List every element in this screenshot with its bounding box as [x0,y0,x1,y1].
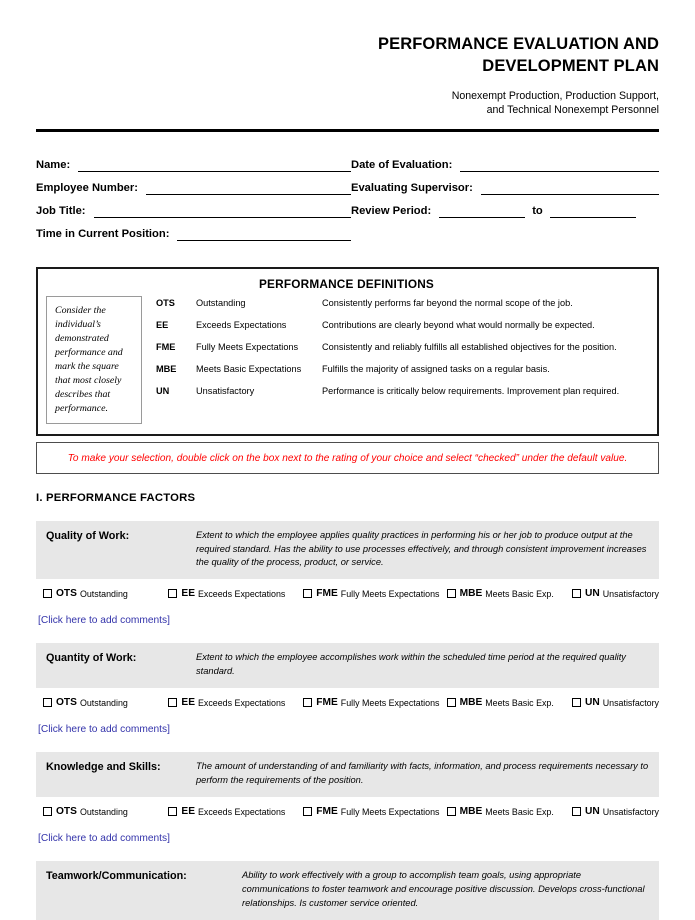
definition-code: MBE [156,363,177,374]
employee-number-label: Employee Number: [36,181,138,194]
name-label: Name: [36,158,71,171]
factor-quality-of-work [36,521,659,627]
add-comments-link[interactable]: [Click here to add comments] [38,833,170,845]
rating-option-ots[interactable] [43,806,168,817]
definition-name: Meets Basic Expectations [196,363,302,374]
selection-instruction-box [36,442,659,473]
rating-label: Outstanding [79,588,128,599]
rating-code: FME [316,806,338,818]
checkbox-icon[interactable] [168,589,177,598]
checkbox-icon[interactable] [43,807,52,816]
field-row-employee-number [36,172,351,195]
definition-code: EE [156,319,169,330]
review-period-from-input[interactable] [439,205,525,218]
performance-definitions-title: PERFORMANCE DEFINITIONS [258,276,434,291]
page-title-line-2: DEVELOPMENT PLAN [482,56,659,75]
rating-option-fme[interactable] [303,806,446,817]
factor-header [36,861,659,920]
field-row-time-in-position [36,218,351,241]
definition-name: Outstanding [196,297,246,308]
add-comments-link[interactable]: [Click here to add comments] [38,724,170,736]
employee-number-input[interactable] [146,182,351,195]
rating-option-un[interactable] [572,806,659,817]
definition-name: Fully Meets Expectations [196,341,299,352]
page-title [36,34,659,78]
rating-code: UN [585,588,600,600]
time-in-current-position-label: Time in Current Position: [36,227,170,240]
rating-code: OTS [56,588,77,600]
definition-code: UN [156,385,170,396]
factor-teamwork-communication [36,861,659,920]
definition-code: OTS [156,297,175,308]
job-title-label: Job Title: [36,204,86,217]
rating-option-ee[interactable] [168,697,303,708]
factor-description: Ability to work effectively with a group to accomplish team goals, using appropriate communications to foster teamwork and encourage positive discussion. Develops cross-functional relationships. Is customer service oriented. [242,870,645,909]
rating-label: Unsatisfactory [602,697,659,708]
definition-row [156,342,647,364]
checkbox-icon[interactable] [303,698,312,707]
rating-option-ee[interactable] [168,806,303,817]
definition-name: Unsatisfactory [196,385,255,396]
rating-label: Outstanding [79,697,128,708]
rating-option-mbe[interactable] [447,588,572,599]
checkbox-icon[interactable] [572,807,581,816]
checkbox-icon[interactable] [168,698,177,707]
header-divider [36,129,659,132]
review-period-label: Review Period: [351,204,432,217]
checkbox-icon[interactable] [43,589,52,598]
rating-option-un[interactable] [572,588,659,599]
identification-left-column [36,149,351,241]
review-period-separator: to [532,204,543,217]
page-subtitle-line-1: Nonexempt Production, Production Support, [451,89,659,102]
evaluating-supervisor-label: Evaluating Supervisor: [351,181,473,194]
rating-code: UN [585,697,600,709]
performance-factors-heading: I. PERFORMANCE FACTORS [36,491,196,504]
rating-label: Meets Basic Exp. [485,588,554,599]
field-row-date-of-evaluation [351,149,659,172]
field-row-job-title [36,195,351,218]
rating-option-ots[interactable] [43,697,168,708]
factor-header [36,752,659,797]
rating-label: Fully Meets Expectations [340,588,440,599]
rating-label: Exceeds Expectations [198,697,286,708]
name-input[interactable] [78,159,351,172]
field-row-name [36,149,351,172]
selection-instruction-text: To make your selection, double click on the box next to the rating of your choice and select “checked” under the default value. [67,453,628,465]
checkbox-icon[interactable] [572,698,581,707]
factor-description: Extent to which the employee accomplishes work within the scheduled time period at the required quality standard. [196,652,626,677]
rating-row [36,697,659,708]
performance-definitions-body [46,296,647,425]
review-period-to-input[interactable] [550,205,636,218]
page-subtitle-line-2: and Technical Nonexempt Personnel [486,104,659,117]
factor-name: Knowledge and Skills: [46,761,161,774]
rating-option-fme[interactable] [303,697,446,708]
time-in-current-position-input[interactable] [177,228,351,241]
rating-label: Outstanding [79,806,128,817]
checkbox-icon[interactable] [43,698,52,707]
rating-code: EE [181,588,196,600]
rating-code: EE [181,806,196,818]
factor-description: The amount of understanding of and familiarity with facts, information, and process requirements necessary to perform the requirements of the position. [196,761,649,786]
rating-option-ee[interactable] [168,588,303,599]
field-row-review-period [351,195,659,218]
definition-description: Performance is critically below requirements. Improvement plan required. [322,385,620,396]
date-of-evaluation-input[interactable] [460,159,659,172]
rating-row [36,806,659,817]
factor-header [36,521,659,580]
definition-description: Fulfills the majority of assigned tasks on a regular basis. [322,363,550,374]
document-header [36,0,659,132]
rating-row [36,588,659,599]
evaluating-supervisor-input[interactable] [481,182,659,195]
rating-code: OTS [56,697,77,709]
rating-label: Fully Meets Expectations [340,697,440,708]
add-comments-link[interactable]: [Click here to add comments] [38,615,170,627]
rating-code: MBE [459,588,483,600]
date-of-evaluation-label: Date of Evaluation: [351,158,453,171]
rating-label: Unsatisfactory [602,806,659,817]
definition-code: FME [156,341,176,352]
job-title-input[interactable] [94,205,351,218]
factor-name: Quality of Work: [46,529,130,542]
checkbox-icon[interactable] [447,589,456,598]
definition-row [156,320,647,342]
rating-option-fme[interactable] [303,588,446,599]
consider-note: Consider the individual’s demonstrated performance and mark the square that most closely describes that performance. [46,296,142,425]
performance-definitions-table [156,298,647,398]
definition-name: Exceeds Expectations [196,319,287,330]
checkbox-icon[interactable] [447,698,456,707]
page-subtitle [36,89,659,118]
rating-label: Meets Basic Exp. [485,806,554,817]
definition-row [156,298,647,320]
rating-code: EE [181,697,196,709]
definition-row [156,386,647,398]
rating-option-un[interactable] [572,697,659,708]
factor-name: Quantity of Work: [46,652,137,665]
definition-description: Contributions are clearly beyond what would normally be expected. [322,319,595,330]
identification-fields [36,149,659,241]
rating-option-ots[interactable] [43,588,168,599]
checkbox-icon[interactable] [572,589,581,598]
rating-code: MBE [459,806,483,818]
rating-code: FME [316,588,338,600]
page-title-line-1: PERFORMANCE EVALUATION AND [378,35,659,53]
rating-code: MBE [459,697,483,709]
definition-description: Consistently and reliably fulfills all established objectives for the position. [322,341,617,352]
rating-label: Exceeds Expectations [198,588,286,599]
factor-description: Extent to which the employee applies quality practices in performing his or her job to produce output at the required standard. Has the ability to use processes effectively, and through consistent improvement increases the quality of the process, product, or service. [196,529,647,568]
identification-right-column [351,149,659,241]
rating-label: Unsatisfactory [602,588,659,599]
rating-label: Exceeds Expectations [198,806,286,817]
rating-code: UN [585,806,600,818]
field-row-evaluating-supervisor [351,172,659,195]
definition-row [156,364,647,386]
rating-code: OTS [56,806,77,818]
factor-quantity-of-work [36,643,659,735]
factor-header [36,643,659,688]
rating-option-mbe[interactable] [447,697,572,708]
checkbox-icon[interactable] [303,589,312,598]
factor-name: Teamwork/Communication: [46,870,187,883]
checkbox-icon[interactable] [303,807,312,816]
rating-label: Meets Basic Exp. [485,697,554,708]
checkbox-icon[interactable] [447,807,456,816]
rating-option-mbe[interactable] [447,806,572,817]
rating-code: FME [316,697,338,709]
factor-knowledge-and-skills [36,752,659,844]
rating-label: Fully Meets Expectations [340,806,440,817]
checkbox-icon[interactable] [168,807,177,816]
definition-description: Consistently performs far beyond the normal scope of the job. [322,297,573,308]
performance-definitions-box [36,267,659,437]
